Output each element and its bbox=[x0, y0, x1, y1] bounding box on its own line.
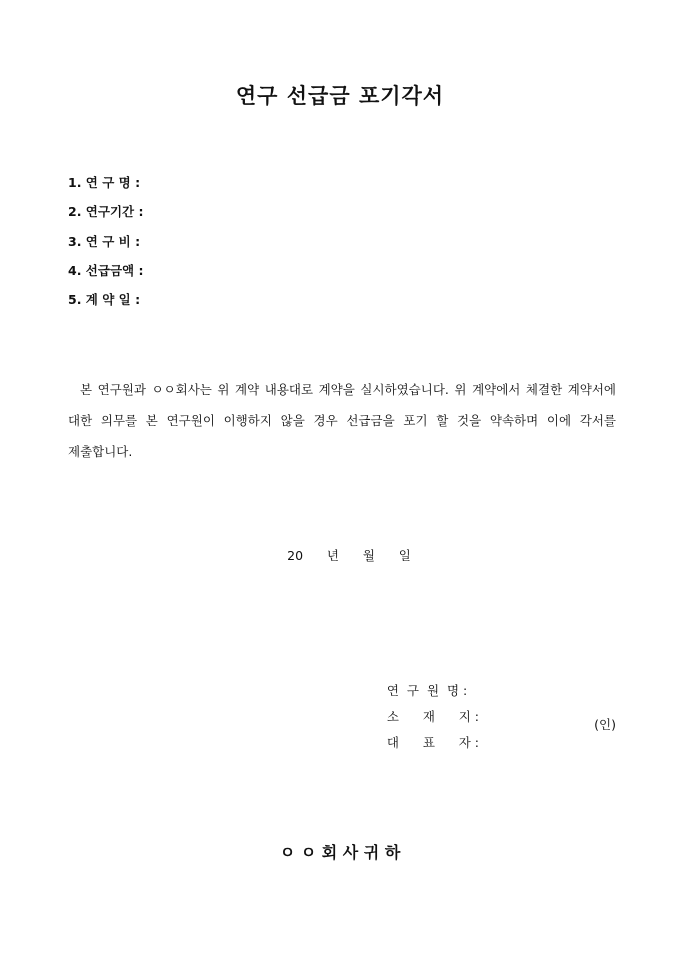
signature-block bbox=[371, 664, 616, 750]
signature-row-address bbox=[371, 690, 616, 724]
addressee: ㅇ ㅇ 회 사 귀 하 bbox=[279, 843, 401, 862]
field-research-cost: 3. 연 구 비 : bbox=[68, 233, 141, 249]
signature-row-representative bbox=[371, 716, 616, 750]
field-research-period: 2. 연구기간 : bbox=[68, 204, 144, 220]
document-title: 연구 선급금 포기각서 bbox=[235, 83, 445, 108]
signature-label-representative: 대 표 자 : bbox=[386, 735, 479, 750]
signature-label-address: 소 재 지 : bbox=[386, 709, 479, 724]
seal-mark: (인) bbox=[594, 717, 616, 732]
contract-fields bbox=[68, 174, 143, 320]
field-research-name: 1. 연 구 명 : bbox=[68, 175, 141, 190]
field-contract-date: 5. 계 약 일 : bbox=[68, 292, 141, 308]
signature-label-institute: 연 구 원 명 : bbox=[386, 683, 468, 698]
signing-date: 20 년 월 일 bbox=[287, 548, 411, 563]
field-advance-amount: 4. 선급금액 : bbox=[68, 262, 144, 278]
pledge-statement: 본 연구원과 ㅇㅇ회사는 위 계약 내용대로 계약을 실시하였습니다. 위 계약에서 체결한 계약서에 대한 의무를 본 연구원이 이행하지 않을 경우 선급금을 포기 할 것을 약속하며 이에 각서를 제출합니다. bbox=[68, 382, 616, 459]
signature-row-institute bbox=[371, 664, 616, 698]
